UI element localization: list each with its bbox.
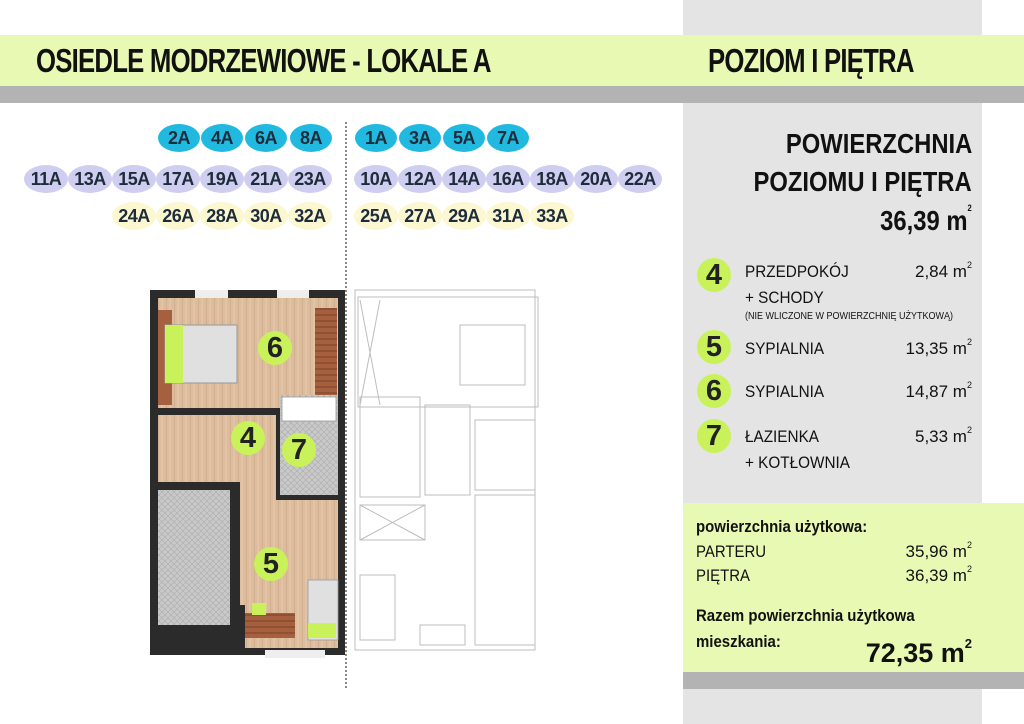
unit-badge[interactable]: 21A: [244, 165, 288, 193]
unit-badge[interactable]: 5A: [443, 124, 485, 152]
header-bar: [0, 86, 1024, 103]
summary-total-value: 72,35 $m^2$: [865, 636, 972, 668]
unit-badge[interactable]: 12A: [398, 165, 442, 193]
unit-badge[interactable]: 1A: [355, 124, 397, 152]
room-area: 14,87 $m^2$: [905, 380, 972, 401]
unit-badge[interactable]: 4A: [201, 124, 243, 152]
unit-badge[interactable]: 2A: [158, 124, 200, 152]
room-name-2: + SCHODY: [745, 288, 824, 307]
summary-heading: powierzchnia użytkowa:: [696, 517, 868, 536]
level-title: POZIOM I PIĘTRA: [708, 42, 914, 79]
summary-value: 35,96 $m^2$: [905, 540, 972, 561]
summary-total-label: Razem powierzchnia użytkowa: [696, 606, 915, 625]
floor-plan-outline: [350, 285, 540, 660]
area-heading-line1: POWIERZCHNIA: [785, 128, 972, 159]
unit-badge[interactable]: 7A: [487, 124, 529, 152]
unit-badge[interactable]: 27A: [398, 202, 442, 230]
unit-badge[interactable]: 24A: [112, 202, 156, 230]
area-heading-line2: POZIOMU I PIĘTRA: [753, 166, 972, 197]
unit-badge[interactable]: 30A: [244, 202, 288, 230]
unit-badge[interactable]: 13A: [68, 165, 112, 193]
unit-badge[interactable]: 15A: [112, 165, 156, 193]
unit-badge[interactable]: 23A: [288, 165, 332, 193]
room-number-6: 6: [258, 331, 292, 365]
unit-badge[interactable]: 32A: [288, 202, 332, 230]
summary-label: PARTERU: [696, 542, 767, 561]
room-name-2: + KOTŁOWNIA: [745, 453, 851, 472]
unit-badge[interactable]: 29A: [442, 202, 486, 230]
unit-badge[interactable]: 28A: [200, 202, 244, 230]
unit-badge[interactable]: 25A: [354, 202, 398, 230]
area-total: 36,39 $m^2$: [880, 203, 972, 236]
summary-value: 36,39 $m^2$: [905, 564, 972, 585]
room-area: 13,35 $m^2$: [905, 337, 972, 358]
room-number-7: 7: [282, 433, 316, 467]
summary-bar: [683, 672, 1024, 689]
page-title: OSIEDLE MODRZEWIOWE - LOKALE A: [36, 42, 491, 79]
room-list-number: 7: [697, 419, 731, 453]
unit-badge[interactable]: 31A: [486, 202, 530, 230]
room-name: PRZEDPOKÓJ: [745, 262, 849, 281]
unit-badge[interactable]: 14A: [442, 165, 486, 193]
floor-plan-colored: [150, 270, 350, 665]
unit-badge[interactable]: 16A: [486, 165, 530, 193]
unit-badge[interactable]: 6A: [245, 124, 287, 152]
unit-badge[interactable]: 8A: [290, 124, 332, 152]
room-name: ŁAZIENKA: [745, 427, 819, 446]
unit-badge[interactable]: 19A: [200, 165, 244, 193]
unit-badge[interactable]: 22A: [618, 165, 662, 193]
room-list-number: 6: [697, 374, 731, 408]
room-area: 2,84 $m^2$: [915, 260, 972, 281]
room-note: (NIE WLICZONE W POWIERZCHNIĘ UŻYTKOWĄ): [745, 311, 953, 322]
unit-badge[interactable]: 18A: [530, 165, 574, 193]
room-name: SYPIALNIA: [745, 382, 825, 401]
unit-badge[interactable]: 3A: [399, 124, 441, 152]
unit-badge[interactable]: 10A: [354, 165, 398, 193]
unit-badge[interactable]: 11A: [24, 165, 68, 193]
unit-badge[interactable]: 26A: [156, 202, 200, 230]
unit-badge[interactable]: 20A: [574, 165, 618, 193]
summary-total-label-2: mieszkania:: [696, 632, 781, 651]
room-list-number: 4: [697, 258, 731, 292]
room-number-4: 4: [231, 421, 265, 455]
summary-label: PIĘTRA: [696, 566, 751, 585]
room-area: 5,33 $m^2$: [915, 425, 972, 446]
unit-badge[interactable]: 17A: [156, 165, 200, 193]
unit-badge[interactable]: 33A: [530, 202, 574, 230]
room-number-5: 5: [254, 547, 288, 581]
room-list-number: 5: [697, 330, 731, 364]
room-name: SYPIALNIA: [745, 339, 825, 358]
